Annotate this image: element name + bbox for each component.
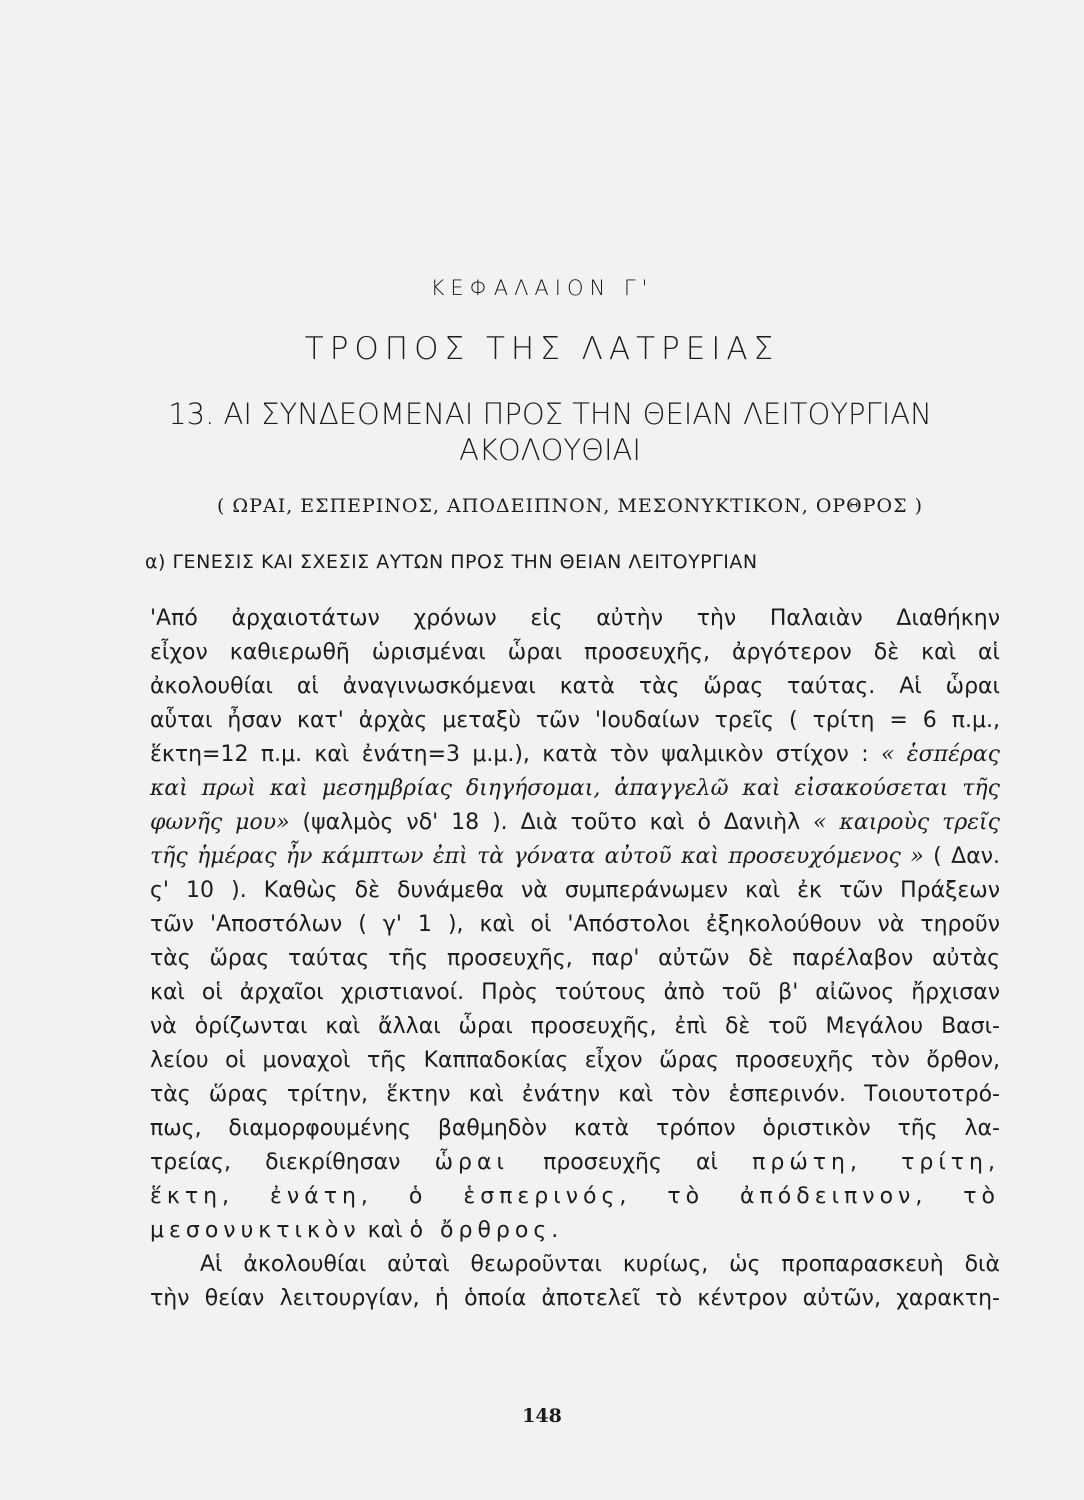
paragraph-2-line: Αἱ ἀκολουθίαι αὐταὶ θεωροῦνται κυρίως, ὡς προπαρασκευὴ διὰ bbox=[200, 1252, 1000, 1277]
spaced-emphasis: ὁ ὄρθρος. bbox=[409, 1218, 564, 1243]
spaced-emphasis: ὧραι bbox=[434, 1150, 509, 1175]
paragraph-1-line bbox=[150, 738, 1000, 772]
spaced-emphasis: μεσονυκτικὸν bbox=[150, 1218, 361, 1243]
paragraph-1-line: ἀκολουθίαι αἱ ἀναγινωσκόμεναι κατὰ τὰς ὥρας ταύτας. Αἱ ὧραι bbox=[150, 674, 1000, 699]
paragraph-1-line: αὗται ἦσαν κατ' ἀρχὰς μεταξὺ τῶν 'Ιουδαίων τρεῖς ( τρίτη = 6 π.μ., bbox=[150, 708, 1000, 733]
spaced-emphasis: πρώτη, τρίτη, bbox=[752, 1150, 1000, 1175]
paragraph-1-line bbox=[150, 1214, 1000, 1248]
text-run: ( Δαν. bbox=[923, 844, 1001, 869]
quote-text: τῆς ἡμέρας ἦν κάμπτων ἐπὶ τὰ γόνατα αὐτοῦ καὶ προσευχόμενος » bbox=[150, 844, 924, 869]
paragraph-1-line: καὶ πρωὶ καὶ μεσημβρίας διηγήσομαι, ἀπαγγελῶ καὶ εἰσακούσεται τῆς bbox=[150, 776, 1000, 801]
text-run: προσευχῆς αἱ bbox=[508, 1150, 753, 1175]
subsection-heading: α) ΓΕΝΕΣΙΣ ΚΑΙ ΣΧΕΣΙΣ ΑΥΤΩΝ ΠΡΟΣ ΤΗΝ ΘΕΙΑΝ ΛΕΙΤΟΥΡΓΙΑΝ bbox=[145, 551, 758, 573]
quote-text: φωνῆς μου» bbox=[150, 810, 290, 835]
paragraph-1-line: πως, διαμορφουμένης βαθμηδὸν κατὰ τρόπον ὁριστικὸν τῆς λα- bbox=[150, 1116, 1000, 1141]
paragraph-1-line: 'Από ἀρχαιοτάτων χρόνων εἰς αὐτὴν τὴν Παλαιὰν Διαθήκην bbox=[150, 606, 1000, 631]
paragraph-1-line bbox=[150, 806, 1000, 840]
chapter-title: ΤΡΟΠΟΣ ΤΗΣ ΛΑΤΡΕΙΑΣ bbox=[304, 331, 780, 367]
text-run: ἕκτη=12 π.μ. καὶ ἐνάτη=3 μ.μ.), κατὰ τὸν ψαλμικὸν στίχον : bbox=[150, 742, 881, 767]
text-run: (ψαλμὸς νδ' 18 ). Διὰ τοῦτο καὶ ὁ Δανιὴλ bbox=[289, 810, 814, 835]
section-subtitle: ( ΩΡΑΙ, ΕΣΠΕΡΙΝΟΣ, ΑΠΟΔΕΙΠΝΟΝ, ΜΕΣΟΝΥΚΤΙΚΟΝ, ΟΡΘΡΟΣ ) bbox=[216, 495, 923, 517]
paragraph-1-line: ἕκτη, ἐνάτη, ὁ ἑσπερινός, τὸ ἀπόδειπνον, τὸ bbox=[150, 1184, 1000, 1209]
text-run: καὶ bbox=[360, 1218, 410, 1243]
section-heading-line-1: 13. ΑΙ ΣΥΝΔΕΟΜΕΝΑΙ ΠΡΟΣ ΤΗΝ ΘΕΙΑΝ ΛΕΙΤΟΥΡΓΙΑΝ bbox=[168, 397, 932, 431]
section-heading bbox=[150, 396, 950, 468]
quote-text: « ἑσπέρας bbox=[880, 742, 1001, 767]
paragraph-1-line: τὰς ὥρας τρίτην, ἕκτην καὶ ἐνάτην καὶ τὸν ἑσπερινόν. Τοιουτοτρό- bbox=[150, 1082, 1000, 1107]
paragraph-2-line: τὴν θείαν λειτουργίαν, ἡ ὁποία ἀποτελεῖ τὸ κέντρον αὐτῶν, χαρακτη- bbox=[150, 1286, 1000, 1311]
paragraph-1-line: τῶν 'Αποστόλων ( γ' 1 ), καὶ οἱ 'Απόστολοι ἐξηκολούθουν νὰ τηροῦν bbox=[150, 912, 1000, 937]
page-number: 148 bbox=[522, 1405, 562, 1427]
paragraph-1-line: νὰ ὁρίζωνται καὶ ἄλλαι ὧραι προσευχῆς, ἐπὶ δὲ τοῦ Μεγάλου Βασι- bbox=[150, 1014, 1000, 1039]
paragraph-1-line: εἶχον καθιερωθῆ ὡρισμέναι ὧραι προσευχῆς, ἀργότερον δὲ καὶ αἱ bbox=[150, 640, 1000, 665]
text-run: τρείας, διεκρίθησαν bbox=[150, 1150, 435, 1175]
paragraph-1-line: τὰς ὥρας ταύτας τῆς προσευχῆς, παρ' αὐτῶν δὲ παρέλαβον αὐτὰς bbox=[150, 946, 1000, 971]
paragraph-1-line bbox=[150, 1146, 1000, 1180]
paragraph-1-line: καὶ οἱ ἀρχαῖοι χριστιανοί. Πρὸς τούτους ἀπὸ τοῦ β' αἰῶνος ἤρχισαν bbox=[150, 980, 1000, 1005]
paragraph-1-line bbox=[150, 840, 1000, 874]
chapter-label: ΚΕΦΑΛΑΙΟΝ Γ' bbox=[430, 276, 654, 300]
paragraph-1-line: λείου οἱ μοναχοὶ τῆς Καππαδοκίας εἶχον ὥρας προσευχῆς τὸν ὄρθον, bbox=[150, 1048, 1000, 1073]
quote-text: « καιροὺς τρεῖς bbox=[813, 810, 1001, 835]
paragraph-1-line: ς' 10 ). Καθὼς δὲ δυνάμεθα νὰ συμπεράνωμεν καὶ ἐκ τῶν Πράξεων bbox=[150, 878, 1000, 903]
section-heading-line-2: ΑΚΟΛΟΥΘΙΑΙ bbox=[459, 433, 641, 467]
